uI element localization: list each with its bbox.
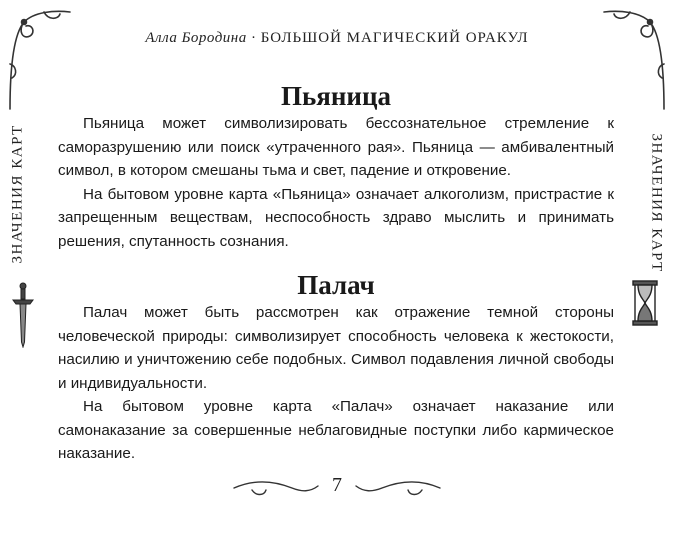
sword-icon xyxy=(12,282,34,348)
section-heading: Пьяница xyxy=(280,81,392,111)
header-author: Алла Бородина xyxy=(145,30,247,46)
page-footer xyxy=(0,472,674,502)
section-drunkard xyxy=(58,80,614,253)
section-heading: Палач xyxy=(297,270,375,300)
main-content xyxy=(58,80,614,466)
section-paragraph: Пьяница может символизировать бессознательное стремление к саморазрушению или поиск «утраченного рая». Пьяница — амбивалентный символ, в котором смешаны тьма и свет, падение и откровение. xyxy=(58,115,614,179)
section-paragraph: Палач может быть рассмотрен как отражение темной стороны человеческой природы: символизирует способность человека к жестокости, насилию и уничтожению себе подобных. Символ подавления личной свободы и индивидуальности. xyxy=(58,304,614,392)
section-paragraph: На бытовом уровне карта «Палач» означает наказание или самонаказание за совершенные неблаговидные поступки либо кармическое наказание. xyxy=(58,398,614,462)
section-executioner xyxy=(58,269,614,466)
header-separator: · xyxy=(251,30,257,46)
page-number: 7 xyxy=(332,474,342,496)
hourglass-icon xyxy=(632,280,658,326)
section-paragraph: На бытовом уровне карта «Пьяница» означает алкоголизм, пристрастие к запрещенным веществам, неспособность здраво мыслить и принимать решения, спутанность сознания. xyxy=(58,185,614,250)
header-book-title: БОЛЬШОЙ МАГИЧЕСКИЙ ОРАКУЛ xyxy=(260,30,529,46)
side-label-right: ЗНАЧЕНИЯ КАРТ xyxy=(648,133,665,273)
running-header xyxy=(0,30,674,47)
side-label-left: ЗНАЧЕНИЯ КАРТ xyxy=(9,124,26,264)
